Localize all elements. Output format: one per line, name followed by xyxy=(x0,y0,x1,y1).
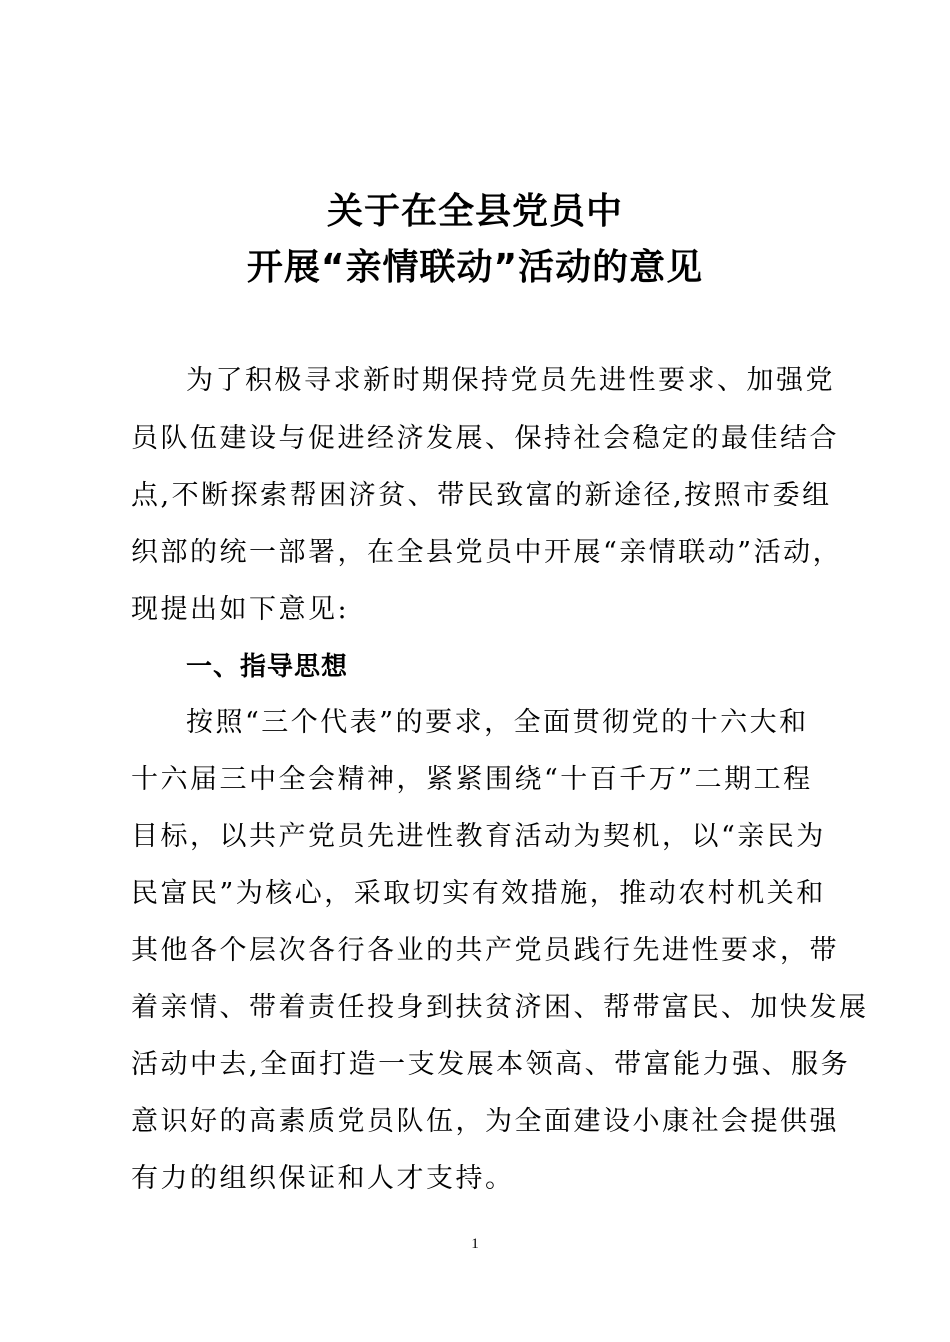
paragraph-line: 按照“三个代表”的要求，全面贯彻党的十六大和 xyxy=(186,707,809,738)
paragraph-line: 员队伍建设与促进经济发展、保持社会稳定的最佳结合 xyxy=(131,423,839,454)
paragraph-line: 民富民”为核心，采取切实有效措施，推动农村机关和 xyxy=(131,878,826,909)
paragraph-line: 十六届三中全会精神，紧紧围绕“十百千万”二期工程 xyxy=(131,764,813,795)
paragraph-line: 着亲情、带着责任投身到扶贫济困、帮带富民、加快发展 xyxy=(131,992,869,1023)
document-title-line-2: 开展“亲情联动”活动的意见 xyxy=(246,247,704,288)
paragraph-line: 活动中去,全面打造一支发展本领高、带富能力强、服务 xyxy=(131,1049,851,1080)
paragraph-line: 织部的统一部署，在全县党员中开展“亲情联动”活动， xyxy=(131,537,843,568)
document-title-line-1: 关于在全县党员中 xyxy=(326,191,623,232)
paragraph-line: 有力的组织保证和人才支持。 xyxy=(131,1163,515,1194)
section-heading: 一、指导思想 xyxy=(186,652,349,682)
paragraph-line: 意识好的高素质党员队伍，为全面建设小康社会提供强 xyxy=(131,1106,839,1137)
page-number: 1 xyxy=(471,1236,479,1252)
paragraph-line: 为了积极寻求新时期保持党员先进性要求、加强党 xyxy=(186,365,835,396)
paragraph-line: 现提出如下意见: xyxy=(131,594,350,625)
paragraph-line: 点,不断探索帮困济贫、带民致富的新途径,按照市委组 xyxy=(131,480,832,511)
paragraph-line: 其他各个层次各行各业的共产党员践行先进性要求，带 xyxy=(131,935,839,966)
paragraph-line: 目标，以共产党员先进性教育活动为契机，以“亲民为 xyxy=(131,821,826,852)
